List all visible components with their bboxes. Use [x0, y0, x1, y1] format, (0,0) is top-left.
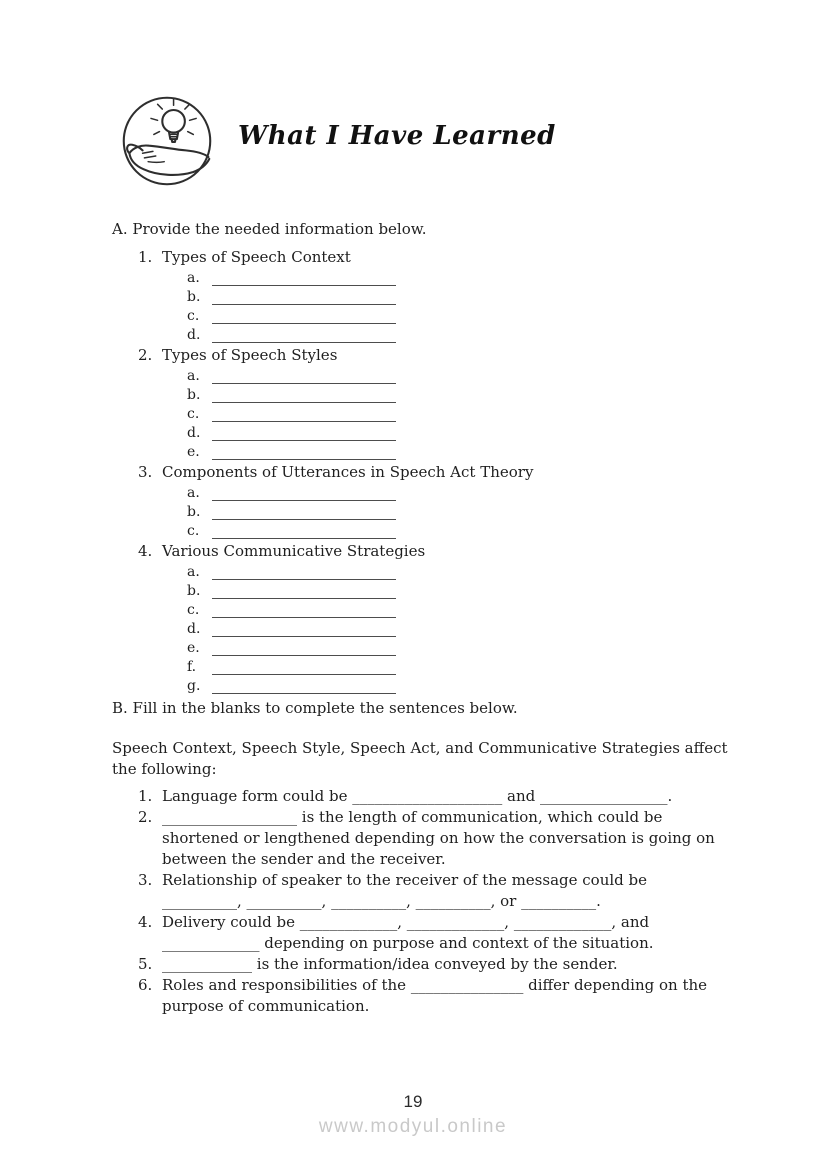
answer-row: [187, 403, 712, 422]
answer-blank-line: [212, 425, 396, 441]
sentence-line: ____________ is the information/idea conveyed by the sender.: [162, 955, 618, 973]
item-number: 6.: [138, 976, 153, 994]
item-title: Components of Utterances in Speech Act Theory: [162, 463, 534, 481]
answer-letter: c.: [187, 523, 200, 539]
answer-row: [187, 365, 712, 384]
answer-letter: a.: [187, 368, 200, 384]
answer-blank-line: [212, 564, 396, 580]
item-title: Types of Speech Styles: [162, 346, 338, 364]
answer-letter: d.: [187, 425, 201, 441]
answer-row: [187, 267, 712, 286]
sentence-line: __________, __________, __________, __________, or __________.: [162, 892, 601, 910]
answer-blank-line: [212, 406, 396, 422]
answer-row: [187, 286, 712, 305]
answer-blank-line: [212, 270, 396, 286]
answer-letter: b.: [187, 387, 201, 403]
item-number: 5.: [138, 955, 153, 973]
sentence-item: [138, 912, 712, 954]
item-number: 4.: [138, 542, 153, 560]
item-title: Types of Speech Context: [162, 248, 351, 266]
answer-blank-line: [212, 523, 396, 539]
answer-row: [187, 501, 712, 520]
lightbulb-in-hand-icon: [120, 94, 214, 188]
answer-letter: b.: [187, 289, 201, 305]
item-number: 2.: [138, 808, 153, 826]
sentence-item: [138, 975, 712, 1017]
answer-letter: e.: [187, 640, 200, 656]
answer-row: [187, 675, 712, 694]
section-b-list: [112, 786, 715, 1017]
answer-letter: a.: [187, 270, 200, 286]
item-number: 3.: [138, 463, 153, 481]
page-title: What I Have Learned: [238, 121, 556, 151]
answer-blank-line: [212, 444, 396, 460]
sentence-line: purpose of communication.: [162, 997, 370, 1015]
answer-letter: c.: [187, 406, 200, 422]
answer-letter: a.: [187, 485, 200, 501]
answer-row: [187, 656, 712, 675]
answer-blank-line: [212, 659, 396, 675]
sentence-line: between the sender and the receiver.: [162, 850, 446, 868]
answer-row: [187, 384, 712, 403]
answer-blank-line: [212, 602, 396, 618]
answer-blank-line: [212, 485, 396, 501]
answer-row: [187, 520, 712, 539]
list-item: [138, 541, 712, 561]
answer-blank-line: [212, 583, 396, 599]
answer-blank-line: [212, 289, 396, 305]
answer-blank-line: [212, 678, 396, 694]
answer-letter: g.: [187, 678, 201, 694]
item-title: Various Communicative Strategies: [162, 542, 426, 560]
answer-blank-line: [212, 387, 396, 403]
sentence-line: Relationship of speaker to the receiver of the message could be: [162, 871, 648, 889]
answer-blank-line: [212, 368, 396, 384]
sentence-item: [138, 870, 712, 912]
item-number: 1.: [138, 787, 153, 805]
answer-row: [187, 599, 712, 618]
sentence-item: [138, 807, 715, 870]
answer-blank-line: [212, 621, 396, 637]
answer-blank-line: [212, 308, 396, 324]
answer-blank-line: [212, 640, 396, 656]
watermark-text: www.modyul.online: [318, 1116, 508, 1137]
intro-line: Speech Context, Speech Style, Speech Act, and Communicative Strategies affect: [112, 739, 728, 757]
section-b-intro: [112, 738, 728, 780]
answer-row: [187, 561, 712, 580]
intro-line: the following:: [112, 760, 217, 778]
item-number: 1.: [138, 248, 153, 266]
answer-letter: b.: [187, 504, 201, 520]
sentence-line: shortened or lengthened depending on how the conversation is going on: [162, 829, 715, 847]
list-item: [138, 345, 712, 365]
item-number: 4.: [138, 913, 153, 931]
answer-letter: b.: [187, 583, 201, 599]
sentence-line: Language form could be ____________________ and _________________.: [162, 787, 673, 805]
sentence-item: [138, 954, 712, 975]
answer-letter: e.: [187, 444, 200, 460]
answer-letter: f.: [187, 659, 197, 675]
list-item: [138, 462, 712, 482]
answer-letter: c.: [187, 602, 200, 618]
sentence-line: Roles and responsibilities of the _______________ differ depending on the: [162, 976, 708, 994]
answer-row: [187, 618, 712, 637]
answer-row: [187, 324, 712, 343]
sentence-line: __________________ is the length of communication, which could be: [162, 808, 663, 826]
answer-row: [187, 441, 712, 460]
answer-blank-line: [212, 327, 396, 343]
section-a-heading: A. Provide the needed information below.: [112, 220, 427, 238]
section-a-list: [112, 247, 712, 694]
answer-blank-line: [212, 504, 396, 520]
answer-row: [187, 482, 712, 501]
answer-letter: d.: [187, 621, 201, 637]
answer-letter: a.: [187, 564, 200, 580]
list-item: [138, 247, 712, 267]
sentence-item: [138, 786, 712, 807]
sentence-line: _____________ depending on purpose and context of the situation.: [162, 934, 654, 952]
section-header: [112, 0, 712, 188]
answer-letter: c.: [187, 308, 200, 324]
answer-row: [187, 422, 712, 441]
answer-row: [187, 580, 712, 599]
answer-row: [187, 305, 712, 324]
answer-row: [187, 637, 712, 656]
answer-letter: d.: [187, 327, 201, 343]
item-number: 3.: [138, 871, 153, 889]
sentence-line: Delivery could be _____________, _____________, _____________, and: [162, 913, 650, 931]
item-number: 2.: [138, 346, 153, 364]
section-b-heading: B. Fill in the blanks to complete the sentences below.: [112, 699, 518, 717]
page-number: 19: [403, 1092, 423, 1111]
